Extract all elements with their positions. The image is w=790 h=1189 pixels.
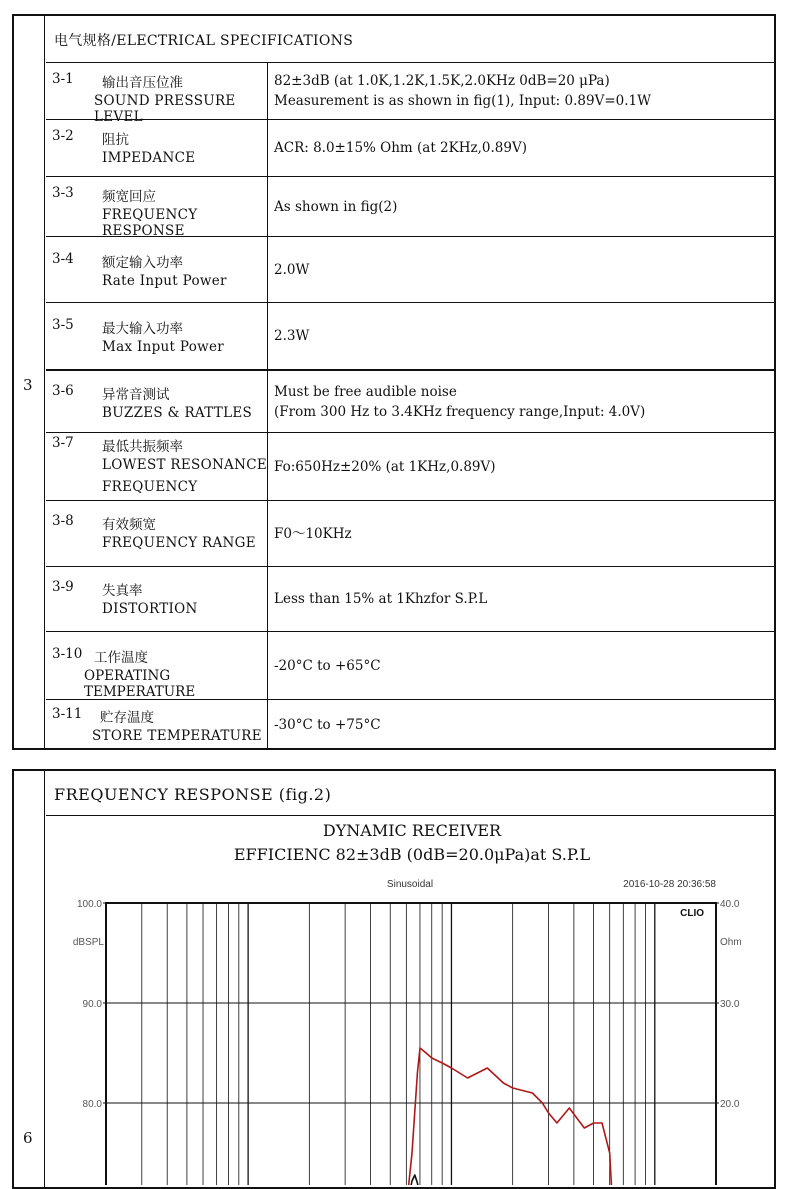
spec-num: 3-5 — [52, 317, 74, 333]
spec-value-line: Less than 15% at 1Khzfor S.P.L — [274, 591, 488, 607]
spec-num: 3-6 — [52, 383, 74, 399]
title-divider — [46, 815, 774, 816]
spec-en: LOWEST RESONANCE — [102, 457, 268, 473]
spec-en: STORE TEMPERATURE — [92, 728, 262, 744]
y-left-tick-label: 100.0 — [76, 899, 102, 910]
frequency-response-section — [12, 769, 776, 1189]
spec-cn: 失真率 — [102, 583, 143, 599]
spec-en: Max Input Power — [102, 339, 225, 355]
spec-value — [274, 567, 770, 631]
spec-num: 3-2 — [52, 128, 74, 144]
section-divider — [44, 16, 45, 748]
spec-cn: 贮存温度 — [100, 710, 154, 726]
spec-label — [46, 237, 268, 302]
chart-title: DYNAMIC RECEIVER — [322, 821, 502, 840]
spec-value-line: 2.3W — [274, 328, 310, 344]
spec-row — [46, 62, 774, 125]
timestamp-label: 2016-10-28 20:36:58 — [623, 879, 716, 890]
spec-row — [46, 432, 774, 500]
spec-cn: 工作温度 — [94, 650, 148, 666]
spec-num: 3-10 — [52, 646, 83, 662]
spec-num: 3-9 — [52, 579, 74, 595]
spec-value-line: 82±3dB (at 1.0K,1.2K,1.5K,2.0KHz 0dB=20 μPa) — [274, 73, 610, 89]
spec-cn: 阻抗 — [102, 132, 129, 148]
electrical-spec-table — [12, 14, 776, 750]
series-line-spl — [106, 1048, 716, 1185]
spec-value-line: Measurement is as shown in fig(1), Input: 0.89V=0.1W — [274, 93, 651, 109]
spec-row — [46, 236, 774, 302]
plot-frame — [106, 903, 716, 1185]
spec-value — [274, 237, 770, 302]
spec-cn: 有效频宽 — [102, 517, 156, 533]
spec-label — [46, 433, 268, 500]
spec-row — [46, 566, 774, 631]
spec-row — [46, 369, 774, 432]
spec-value-line: -20°C to +65°C — [274, 657, 381, 674]
spec-cn: 最大输入功率 — [102, 321, 183, 337]
spec-row — [46, 176, 774, 239]
spec-cn: 频宽回应 — [102, 189, 156, 205]
spec-value-line: 2.0W — [274, 261, 310, 278]
spec-en: SOUND PRESSURE LEVEL — [94, 93, 236, 125]
chart-subtitle: EFFICIENC 82±3dB (0dB=20.0μPa)at S.P.L — [233, 845, 591, 864]
spec-header: 电气规格/ELECTRICAL SPECIFICATIONS — [54, 33, 354, 49]
frequency-response-title: FREQUENCY RESPONSE (fig.2) — [54, 785, 332, 804]
y-left-tick-label: 80.0 — [82, 1099, 102, 1110]
section-number: 6 — [23, 1129, 33, 1147]
spec-label — [46, 371, 268, 432]
spec-value-line: As shown in fig(2) — [274, 198, 398, 215]
spec-en: IMPEDANCE — [102, 150, 196, 166]
spec-row — [46, 302, 774, 369]
spec-row — [46, 699, 774, 750]
spec-cn: 最低共振频率 — [102, 439, 183, 455]
spec-header-row — [46, 16, 774, 62]
spec-num: 3-3 — [52, 185, 74, 201]
y-left-tick-label: 90.0 — [82, 999, 102, 1010]
spec-num: 3-4 — [52, 251, 74, 267]
spec-num: 3-8 — [52, 513, 74, 529]
spec-label — [46, 632, 268, 699]
spec-en: FREQUENCY RANGE — [102, 535, 256, 551]
spec-row — [46, 500, 774, 566]
spec-en: Rate Input Power — [102, 273, 227, 289]
spec-value — [274, 303, 770, 369]
frequency-response-chart — [14, 875, 774, 1185]
spec-en: DISTORTION — [102, 601, 198, 617]
y-right-tick-label: 40.0 — [720, 899, 740, 910]
spec-value — [274, 501, 770, 566]
spec-value — [274, 120, 770, 176]
spec-row — [46, 119, 774, 176]
spec-cn: 输出音压位准 — [102, 75, 183, 91]
spec-en: FREQUENCY RESPONSE — [102, 207, 198, 239]
spec-cn: 额定输入功率 — [102, 255, 183, 271]
spec-num: 3-1 — [52, 71, 74, 87]
spec-en: BUZZES & RATTLES — [102, 405, 253, 421]
spec-label — [46, 303, 268, 369]
spec-label — [46, 120, 268, 176]
spec-row — [46, 631, 774, 699]
mode-label: Sinusoidal — [386, 879, 434, 890]
y-right-tick-label: 30.0 — [720, 999, 740, 1010]
spec-value-line: (From 300 Hz to 3.4KHz frequency range,Input: 4.0V) — [274, 403, 646, 420]
spec-value-line: Must be free audible noise — [274, 383, 457, 400]
spec-label — [46, 177, 268, 239]
y-right-axis-label: Ohm — [720, 937, 742, 948]
spec-en: OPERATING TEMPERATURE — [84, 668, 196, 700]
spec-num: 3-11 — [52, 706, 83, 722]
y-right-tick-label: 20.0 — [720, 1099, 740, 1110]
y-left-axis-label: dBSPL — [72, 937, 104, 948]
series-line-impedance — [106, 1175, 716, 1185]
spec-en-line2: FREQUENCY — [102, 479, 198, 495]
spec-value-line: ACR: 8.0±15% Ohm (at 2KHz,0.89V) — [274, 140, 527, 156]
spec-value — [274, 177, 770, 236]
spec-value-line: Fo:650Hz±20% (at 1KHz,0.89V) — [274, 458, 496, 475]
spec-num: 3-7 — [52, 435, 74, 451]
section-number: 3 — [23, 376, 33, 394]
spec-value — [274, 433, 770, 500]
spec-value — [274, 700, 770, 750]
spec-label — [46, 63, 268, 125]
spec-label — [46, 501, 268, 566]
spec-value-line: -30°C to +75°C — [274, 717, 381, 733]
spec-cn: 异常音测试 — [102, 387, 170, 403]
spec-label — [46, 567, 268, 631]
spec-value-line: F0～10KHz — [274, 525, 352, 542]
spec-label — [46, 700, 268, 750]
brand-label: CLIO — [680, 908, 704, 919]
spec-value — [274, 632, 770, 699]
spec-value — [274, 371, 770, 432]
spec-value — [274, 63, 770, 119]
